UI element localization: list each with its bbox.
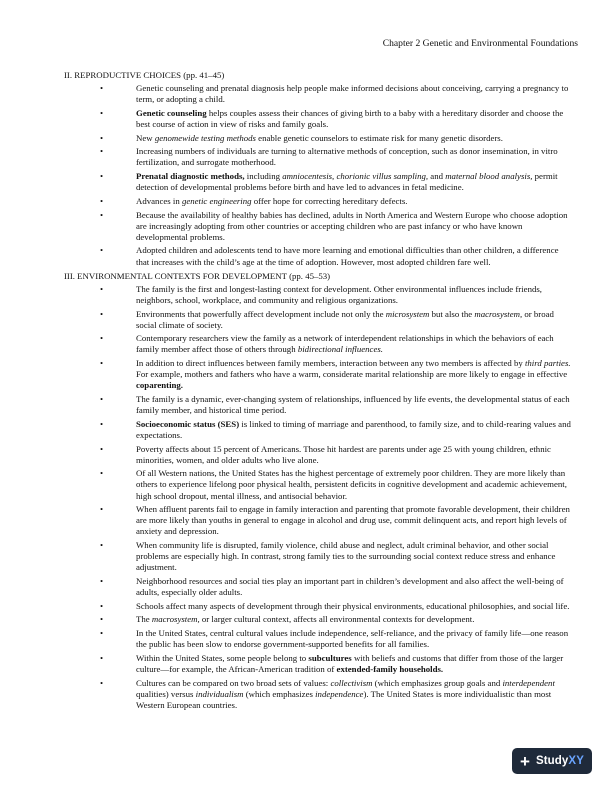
bullet-item bbox=[100, 284, 572, 306]
bullet-item bbox=[100, 540, 572, 573]
bullet-item bbox=[100, 133, 572, 144]
bullet-text: or larger cultural context, affects all environmental contexts for development. bbox=[199, 614, 475, 625]
bullet-text: with beliefs and customs that differ from those of the larger culture—for example, the African-American tradition of bbox=[136, 652, 564, 674]
bullet-item bbox=[100, 468, 572, 501]
document-body bbox=[64, 70, 572, 714]
section-title: III. ENVIRONMENTAL CONTEXTS FOR DEVELOPMENT (pp. 45–53) bbox=[64, 270, 331, 281]
bullet-text: Schools affect many aspects of development through their physical environments, educational philosophies, and social life. bbox=[136, 600, 570, 611]
bullet-item bbox=[100, 653, 572, 675]
bold-term: extended-family households. bbox=[336, 663, 444, 674]
running-header: Chapter 2 Genetic and Environmental Foundations bbox=[382, 38, 578, 49]
bullet-text: In the United States, central cultural values include independence, self-reliance, and the privacy of family life—one reason the public has been slow to endorse government-supported benefits for all families. bbox=[136, 628, 569, 650]
bullet-text: Advances in bbox=[136, 195, 182, 206]
bullet-item bbox=[100, 333, 572, 355]
italic-term: genetic engineering bbox=[181, 195, 252, 206]
italic-term: amniocentesis, chorionic villus sampling, bbox=[282, 171, 429, 182]
bullet-text: Cultures can be compared on two broad sets of values: bbox=[136, 677, 331, 688]
italic-term: interdependent bbox=[502, 677, 555, 688]
bullet-item bbox=[100, 83, 572, 105]
logo-text-accent: XY bbox=[568, 755, 584, 767]
bullet-text: Environments that powerfully affect development include not only the bbox=[136, 308, 386, 319]
bold-term: Prenatal diagnostic methods, bbox=[136, 171, 245, 182]
bullet-item bbox=[100, 309, 572, 331]
italic-term: bidirectional influences. bbox=[297, 344, 383, 355]
section-reproductive-choices bbox=[64, 70, 572, 268]
bullet-item bbox=[100, 146, 572, 168]
bullet-item bbox=[100, 419, 572, 441]
bullet-item bbox=[100, 108, 572, 130]
bullet-text: including bbox=[244, 171, 283, 182]
bullet-text: but also the bbox=[429, 308, 475, 319]
bullet-text: The family is the first and longest-lasting context for development. Other environmental influences include friends, neighbors, school, workplace, and community and religious organizations. bbox=[136, 283, 543, 305]
studyxy-logo-badge[interactable] bbox=[512, 748, 592, 774]
bullet-text: When community life is disrupted, family violence, child abuse and neglect, adult criminal behavior, and other social problems are especially high. In contrast, strong family ties to the surrounding social context reduce stress and enhance adjustment. bbox=[136, 540, 556, 573]
bullet-text: (which emphasizes group goals and bbox=[372, 677, 503, 688]
bullet-text: Poverty affects about 15 percent of Americans. Those hit hardest are parents under age 25 with young children, ethnic minorities, women, and older adults who live alone. bbox=[136, 443, 551, 465]
italic-term: individualism bbox=[195, 688, 244, 699]
italic-term: third parties. bbox=[524, 358, 571, 369]
bullet-text: permit detection of developmental problems before birth and have led to advances in fetal medicine. bbox=[136, 171, 558, 193]
logo-text-main: Study bbox=[535, 755, 569, 767]
bullet-list bbox=[64, 83, 572, 268]
bullet-item bbox=[100, 444, 572, 466]
bullet-text: When affluent parents fail to engage in family interaction and parenting that promote favorable development, their children are more likely than youths in general to engage in alcohol and drug use, commit delinquent acts, and report high levels of anxiety and depression. bbox=[136, 504, 570, 537]
bullet-text: Within the United States, some people belong to bbox=[136, 652, 309, 663]
bold-term: coparenting. bbox=[136, 380, 183, 391]
bullet-text: is linked to timing of marriage and parenthood, to family size, and to child-rearing values and expectations. bbox=[136, 418, 571, 440]
italic-term: collectivism bbox=[330, 677, 373, 688]
section-environmental-contexts bbox=[64, 271, 572, 711]
bullet-text: New bbox=[136, 132, 155, 143]
bullet-item bbox=[100, 614, 572, 625]
bullet-item bbox=[100, 628, 572, 650]
plus-icon: + bbox=[520, 751, 530, 771]
bullet-item bbox=[100, 601, 572, 612]
bullet-list bbox=[64, 284, 572, 711]
bullet-item bbox=[100, 394, 572, 416]
bullet-text: Adopted children and adolescents tend to have more learning and emotional difficulties than other children, a difference that increases with the child’s age at the time of adoption. However, most adopted children fare well. bbox=[136, 245, 559, 267]
italic-term: genomewide testing methods bbox=[154, 132, 256, 143]
bullet-item bbox=[100, 171, 572, 193]
bold-term: subcultures bbox=[308, 652, 352, 663]
bullet-text: helps couples assess their chances of giving birth to a baby with a hereditary disorder and choose the best course of action in view of risks and family goals. bbox=[136, 107, 564, 129]
italic-term: macrosystem, bbox=[151, 614, 200, 625]
bullet-text: Of all Western nations, the United States has the highest percentage of extremely poor children. They are more likely than others to experience lifelong poor physical health, persistent deficits in cognitive development and academic achievement, high school dropout, mental illness, and antisocial behavior. bbox=[136, 468, 567, 501]
italic-term: independence bbox=[315, 688, 364, 699]
bullet-text: Because the availability of healthy babies has declined, adults in North America and Western Europe who choose adoption are increasingly adopting from other countries or accepting children who are past infancy or who have known developmental problems. bbox=[136, 209, 568, 242]
bullet-text: Contemporary researchers view the family as a network of interdependent relationships in which the behaviors of each family member affect those of others through bbox=[136, 333, 554, 355]
bullet-text: qualities) versus bbox=[136, 688, 196, 699]
bold-term: Genetic counseling bbox=[136, 107, 207, 118]
bullet-text: Neighborhood resources and social ties play an important part in children’s development and also affect the well-being of adults, especially older adults. bbox=[136, 575, 564, 598]
bullet-text: enable genetic counselors to estimate risk for many genetic disorders. bbox=[255, 132, 503, 143]
bullet-text: (which emphasizes bbox=[243, 688, 316, 699]
bullet-text: Genetic counseling and prenatal diagnosis help people make informed decisions about conceiving, carrying a pregnancy to term, or adopting a child. bbox=[136, 83, 569, 105]
bullet-item bbox=[100, 210, 572, 243]
logo-text bbox=[536, 755, 584, 767]
italic-term: maternal blood analysis, bbox=[445, 171, 533, 182]
section-title: II. REPRODUCTIVE CHOICES (pp. 41–45) bbox=[64, 70, 225, 80]
bullet-item bbox=[100, 504, 572, 537]
bullet-text: The family is a dynamic, ever-changing system of relationships, influenced by life events, the developmental status of each family member, and historical time period. bbox=[136, 393, 570, 416]
bullet-text: offer hope for correcting hereditary defects. bbox=[251, 195, 408, 206]
bullet-item bbox=[100, 576, 572, 598]
bullet-text: ). The United States is more individualistic than most Western European countries. bbox=[136, 688, 552, 710]
italic-term: microsystem bbox=[385, 308, 430, 319]
bold-term: Socioeconomic status (SES) bbox=[136, 418, 240, 429]
bullet-text: and bbox=[428, 171, 446, 182]
bullet-item bbox=[100, 358, 572, 391]
bullet-text: or broad social climate of society. bbox=[136, 308, 554, 330]
bullet-text: For example, mothers and fathers who have a warm, considerate marital relationship are more likely to engage in effective bbox=[136, 369, 568, 380]
bullet-item bbox=[100, 196, 572, 207]
bullet-text: The bbox=[136, 614, 152, 625]
bullet-text: In addition to direct influences between family members, interaction between any two members is affected by bbox=[136, 358, 525, 369]
bullet-item bbox=[100, 678, 572, 711]
italic-term: macrosystem, bbox=[474, 308, 523, 319]
bullet-text: Increasing numbers of individuals are turning to alternative methods of conception, such as donor insemination, in vitro fertilization, and surrogate motherhood. bbox=[136, 146, 558, 168]
bullet-item bbox=[100, 245, 572, 267]
